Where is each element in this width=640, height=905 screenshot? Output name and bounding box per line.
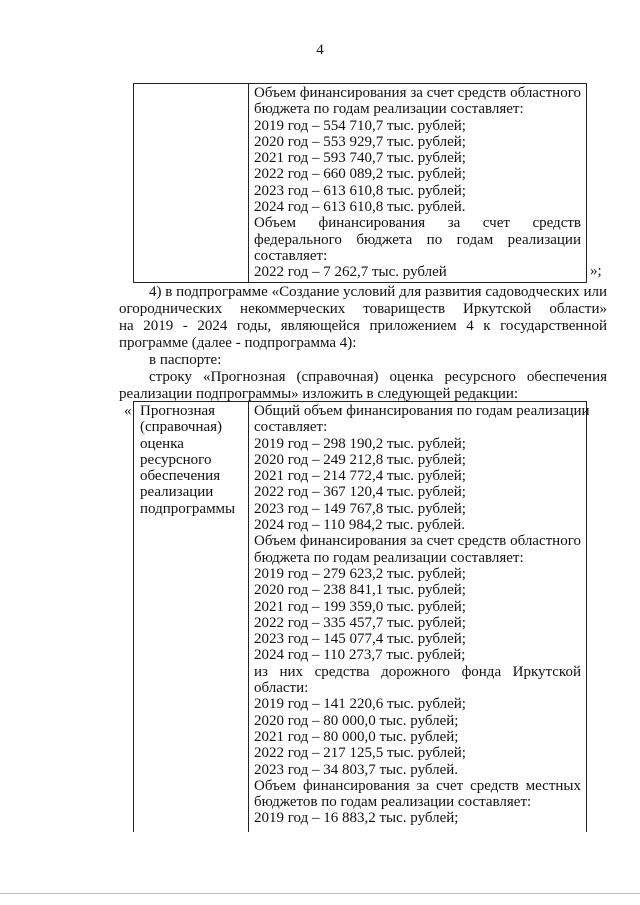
table2-line: Общий объем финансирования по годам реализации xyxy=(254,403,590,419)
table1-line: 2020 год – 553 929,7 тыс. рублей; xyxy=(254,133,466,150)
table2-line: 2022 год – 335 457,7 тыс. рублей; xyxy=(254,614,466,631)
table2-line: бюджетов по годам реализации составляет: xyxy=(254,794,532,811)
table2-left-line: подпрограммы xyxy=(140,500,236,517)
paragraph-line: на 2019 - 2024 годы, являющейся приложением 4 к государственной xyxy=(119,318,607,334)
table2-left-line: (справочная) xyxy=(140,419,223,436)
table2-line: 2024 год – 110 984,2 тыс. рублей. xyxy=(254,517,465,534)
table1-line: 2019 год – 554 710,7 тыс. рублей; xyxy=(254,117,466,134)
table2-line: Объем финансирования за счет средств областного xyxy=(254,533,581,550)
table1-line: Объем финансирования за счет средств областного xyxy=(254,85,581,101)
table2-left-line: обеспечения xyxy=(140,468,221,485)
paragraph-line: огороднических некоммерческих товариществ Иркутской области» xyxy=(119,301,607,317)
table1-line: 2024 год – 613 610,8 тыс. рублей. xyxy=(254,199,466,216)
paragraph-line: 4) в подпрограмме «Создание условий для развития садоводческих или xyxy=(149,284,607,300)
paragraph-line: строку «Прогнозная (справочная) оценка ресурсного обеспечения xyxy=(149,369,607,385)
table2-line: 2019 год – 298 190,2 тыс. рублей; xyxy=(254,435,466,452)
table2-line: бюджета по годам реализации составляет: xyxy=(254,549,524,566)
table2-line: 2019 год – 16 883,2 тыс. рублей; xyxy=(254,810,459,827)
opening-quote-mark: « xyxy=(124,403,132,419)
page-number: 4 xyxy=(316,42,324,58)
closing-quote-mark: »; xyxy=(590,263,602,279)
table2-line: 2022 год – 217 125,5 тыс. рублей; xyxy=(254,745,466,762)
scan-edge-line xyxy=(0,893,640,894)
table2-line: 2020 год – 80 000,0 тыс. рублей; xyxy=(254,712,459,729)
paragraph-line: реализации подпрограммы» изложить в следующей редакции: xyxy=(119,386,519,402)
table2-line: 2019 год – 279 623,2 тыс. рублей; xyxy=(254,565,466,582)
table2-line: составляет: xyxy=(254,419,328,436)
table2-line: области: xyxy=(254,680,309,697)
table2-line: 2023 год – 34 803,7 тыс. рублей. xyxy=(254,761,459,778)
table1-line: 2021 год – 593 740,7 тыс. рублей; xyxy=(254,150,466,167)
table1-line: 2023 год – 613 610,8 тыс. рублей; xyxy=(254,182,466,199)
table2-line: 2021 год – 80 000,0 тыс. рублей; xyxy=(254,728,459,745)
table2-left-line: реализации xyxy=(140,484,214,501)
table1-line: 2022 год – 660 089,2 тыс. рублей; xyxy=(254,166,466,183)
table1-right-cell xyxy=(254,85,581,281)
table1-line: бюджета по годам реализации составляет: xyxy=(254,101,524,118)
amendment-text xyxy=(119,284,607,403)
table2-line: 2023 год – 149 767,8 тыс. рублей; xyxy=(254,500,466,517)
table1-line: составляет: xyxy=(254,247,328,264)
table2-left-line: оценка xyxy=(140,435,184,452)
table2-line: 2019 год – 141 220,6 тыс. рублей; xyxy=(254,696,466,713)
table2-line: Объем финансирования за счет средств местных xyxy=(254,777,581,794)
table2-line: 2022 год – 367 120,4 тыс. рублей; xyxy=(254,484,466,501)
table1-line: 2022 год – 7 262,7 тыс. рублей xyxy=(254,264,447,281)
table2-line: 2021 год – 214 772,4 тыс. рублей; xyxy=(254,468,466,485)
table2-line: 2020 год – 238 841,1 тыс. рублей; xyxy=(254,582,466,599)
table2-left-line: ресурсного xyxy=(140,451,212,468)
paragraph-line: программе (далее - подпрограмма 4): xyxy=(119,335,357,351)
column-divider xyxy=(248,402,249,832)
table1-line: федерального бюджета по годам реализации xyxy=(254,231,581,248)
paragraph-line: в паспорте: xyxy=(149,352,222,368)
table2-line: из них средства дорожного фонда Иркутской xyxy=(254,663,581,680)
column-divider xyxy=(248,84,249,282)
table2-line: 2024 год – 110 273,7 тыс. рублей; xyxy=(254,647,466,664)
table1-line: Объем финансирования за счет средств xyxy=(254,215,581,232)
table2-left-line: Прогнозная xyxy=(140,403,216,419)
table2-right-cell xyxy=(254,403,590,827)
table2-line: 2020 год – 249 212,8 тыс. рублей; xyxy=(254,451,466,468)
table2-line: 2023 год – 145 077,4 тыс. рублей; xyxy=(254,631,466,648)
table2-left-cell xyxy=(140,403,248,517)
table2-line: 2021 год – 199 359,0 тыс. рублей; xyxy=(254,598,466,615)
